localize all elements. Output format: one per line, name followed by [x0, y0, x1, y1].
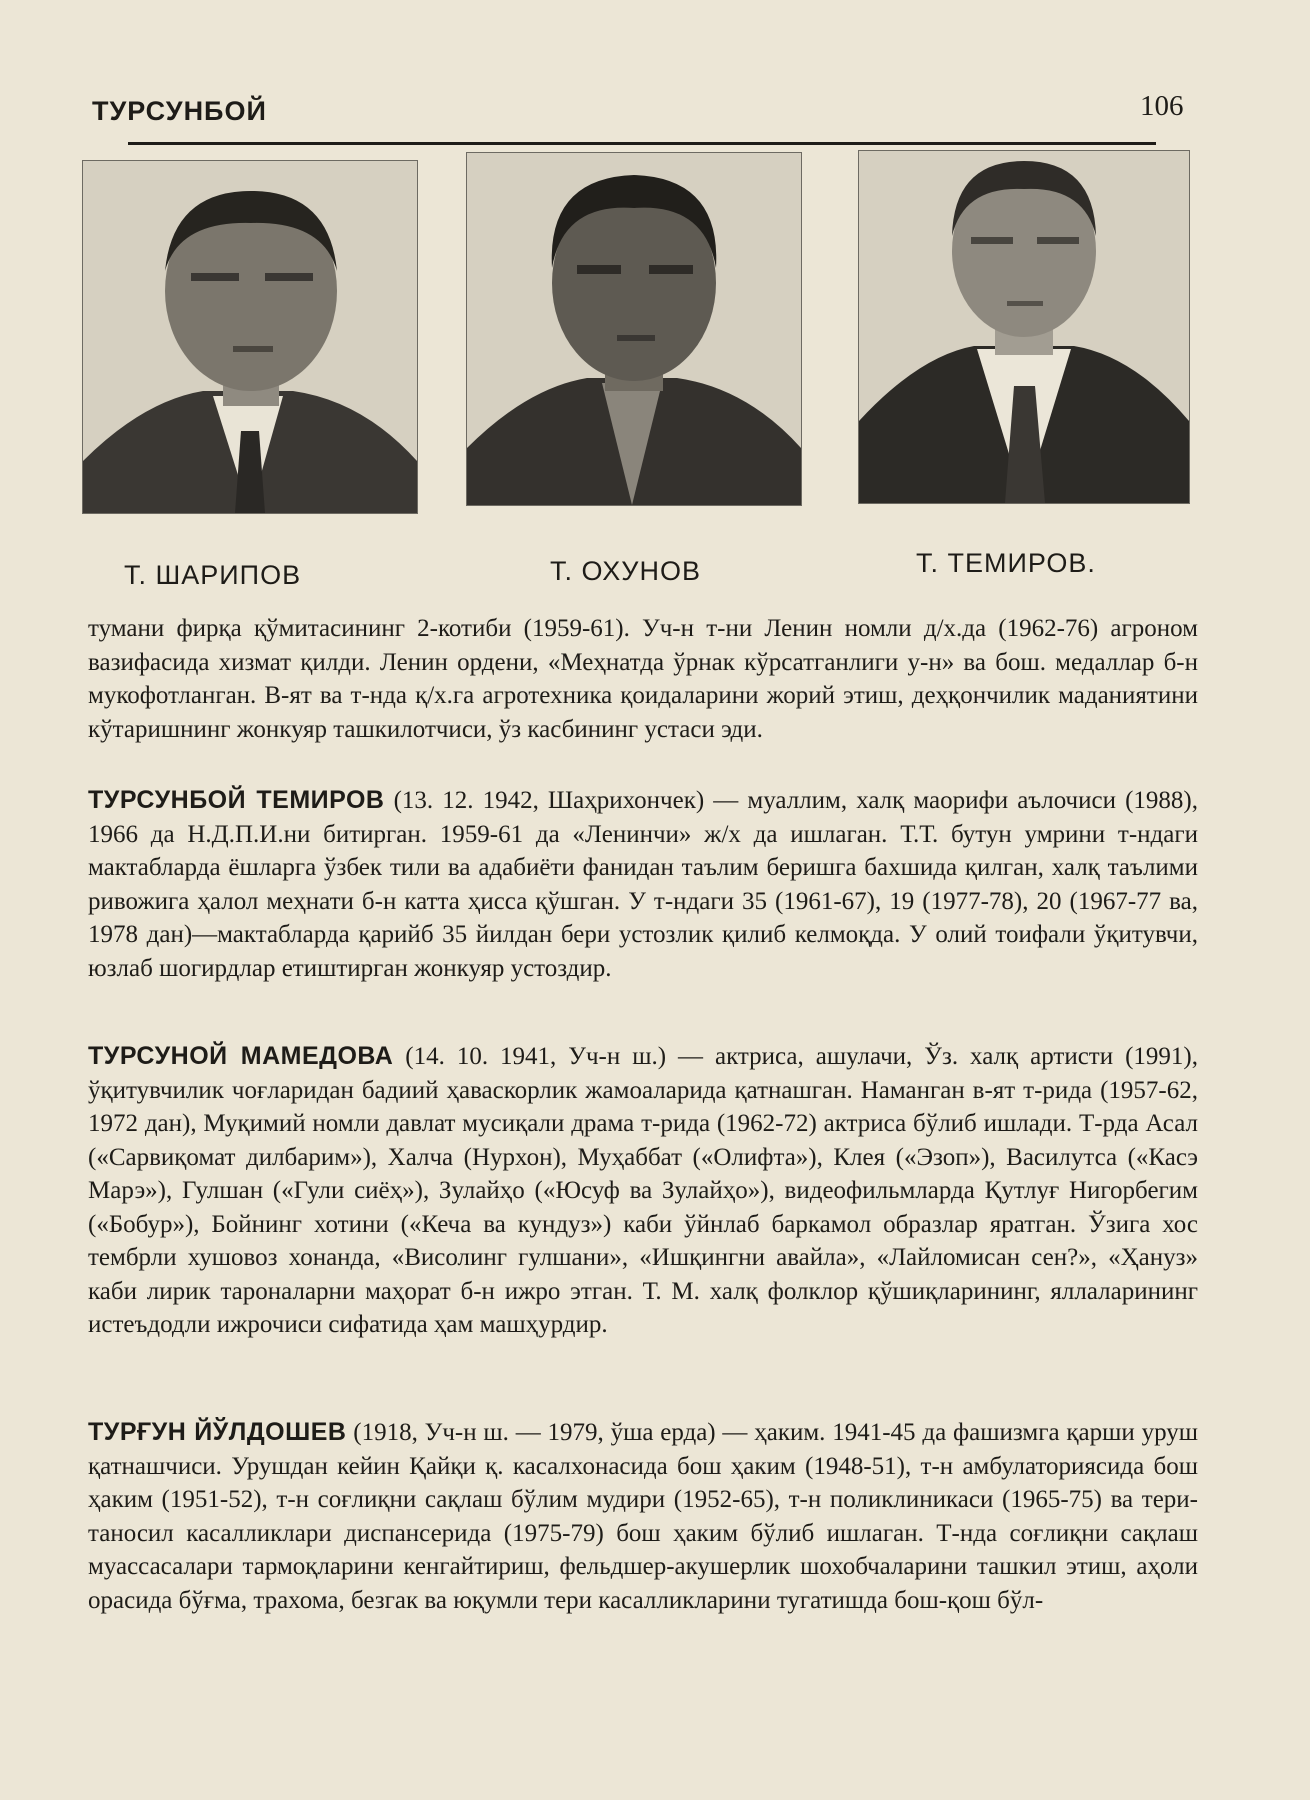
- portrait-caption-sharipov: Т. ШАРИПОВ: [124, 560, 302, 590]
- header-rule: [128, 142, 1156, 145]
- entry-body: (14. 10. 1941, Уч-н ш.) — актриса, ашулачи, Ўз. халқ артисти (1991), ўқитувчилик чоғларидан бадиий ҳаваскорлик жамоаларида қатнашган. Наманган в-ят т-рида (1957-62, 1972 дан), Муқимий номли давлат мусиқали драма т-рида (1962-72) актриса бўлиб ишлади. Т-рда Асал («Сарвиқомат дилбарим»), Халча (Нурхон), Муҳаббат («Олифта»), Клея («Эзоп»), Василутса («Касэ Марэ»), Гулшан («Гули сиёҳ»), Зулайҳо («Юсуф ва Зулайҳо»), видеофильмларда Қутлуғ Нигорбегим («Бобур»), Бойнинг хотини («Кеча ва кундуз») каби ўйнлаб баркамол образлар яратган. Ўзига хос тембрли хушовоз хонанда, «Висолинг гулшани», «Ишқингни авайла», «Лайломисан сен?», «Ҳануз» каби лирик тароналарни маҳорат б-н ижро этган. Т. М. халқ фолклор қўшиқларининг, яллаларининг истеъдодли ижрочиси сифатида ҳам машҳурдир.: [88, 1043, 1198, 1338]
- entry-body: (1918, Уч-н ш. — 1979, ўша ерда) — ҳаким. 1941-45 да фашизмга қарши уруш қатнашчиси. Урушдан кейин Қайқи қ. касалхонасида бош ҳаким (1948-51), т-н амбулаториясида бош ҳаким (1951-52), т-н соғлиқни сақлаш бўлим мудири (1952-65), т-н поликлиникаси (1965-75) ва тери-таносил касалликлари диспансерида (1975-79) бош ҳаким бўлиб ишлаган. Т-нда соғлиқни сақлаш муассасалари тармоқларини кенгайтириш, фельдшер-акушерлик шохобчаларини ташкил этиш, аҳоли орасида бўғма, трахома, безгак ва юқумли тери касалликларини тугатишда бош-қош бўл-: [88, 1419, 1198, 1614]
- portrait-caption-temirov: Т. ТЕМИРОВ.: [916, 548, 1096, 578]
- entry-tursunoy-mamedova: [88, 1040, 1198, 1342]
- running-header: ТУРСУНБОЙ: [92, 96, 267, 126]
- portrait-photo-okhunov: [466, 152, 802, 506]
- paragraph-body: тумани фирқа қўмитасининг 2-котиби (1959-61). Уч-н т-ни Ленин номли д/х.да (1962-76) агроном вазифасида хизмат қилди. Ленин ордени, «Меҳнатда ўрнак кўрсатганлиги у-н» ва бош. медаллар б-н мукофотланган. В-ят ва т-нда қ/х.га агротехника қоидаларини жорий этиш, деҳқончилик маданиятини кўтаришнинг жонкуяр ташкилотчиси, ўз касбининг устаси эди.: [88, 615, 1198, 743]
- entry-turgun-yuldoshev: [88, 1416, 1198, 1617]
- entry-tursunboy-temirov: [88, 784, 1198, 985]
- paragraph-continuation: [88, 612, 1198, 746]
- entry-heading: ТУРСУНОЙ МАМЕДОВА: [88, 1042, 394, 1070]
- portrait-photo-sharipov: [82, 160, 418, 514]
- entry-heading: ТУРҒУН ЙЎЛДОШЕВ: [88, 1418, 347, 1446]
- page-number: 106: [1140, 90, 1184, 122]
- entry-heading: ТУРСУНБОЙ ТЕМИРОВ: [88, 786, 385, 814]
- entry-body: (13. 12. 1942, Шаҳрихончек) — муаллим, халқ маорифи аълочиси (1988), 1966 да Н.Д.П.И.ни битирган. 1959-61 да «Ленинчи» ж/х да ишлаган. Т.Т. бутун умрини т-ндаги мактабларда ёшларга ўзбек тили ва адабиёти фанидан таълим беришга бахшида қилган, халқ таълими ривожига ҳалол меҳнати б-н катта ҳисса қўшган. У т-ндаги 35 (1961-67), 19 (1977-78), 20 (1967-77 ва, 1978 дан)—мактабларда қарийб 35 йилдан бери устозлик қилиб келмоқда. У олий тоифали ўқитувчи, юзлаб шогирдлар етиштирган жонкуяр устоздир.: [88, 787, 1198, 982]
- portrait-photo-temirov: [858, 150, 1190, 504]
- portrait-caption-okhunov: Т. ОХУНОВ: [550, 556, 701, 586]
